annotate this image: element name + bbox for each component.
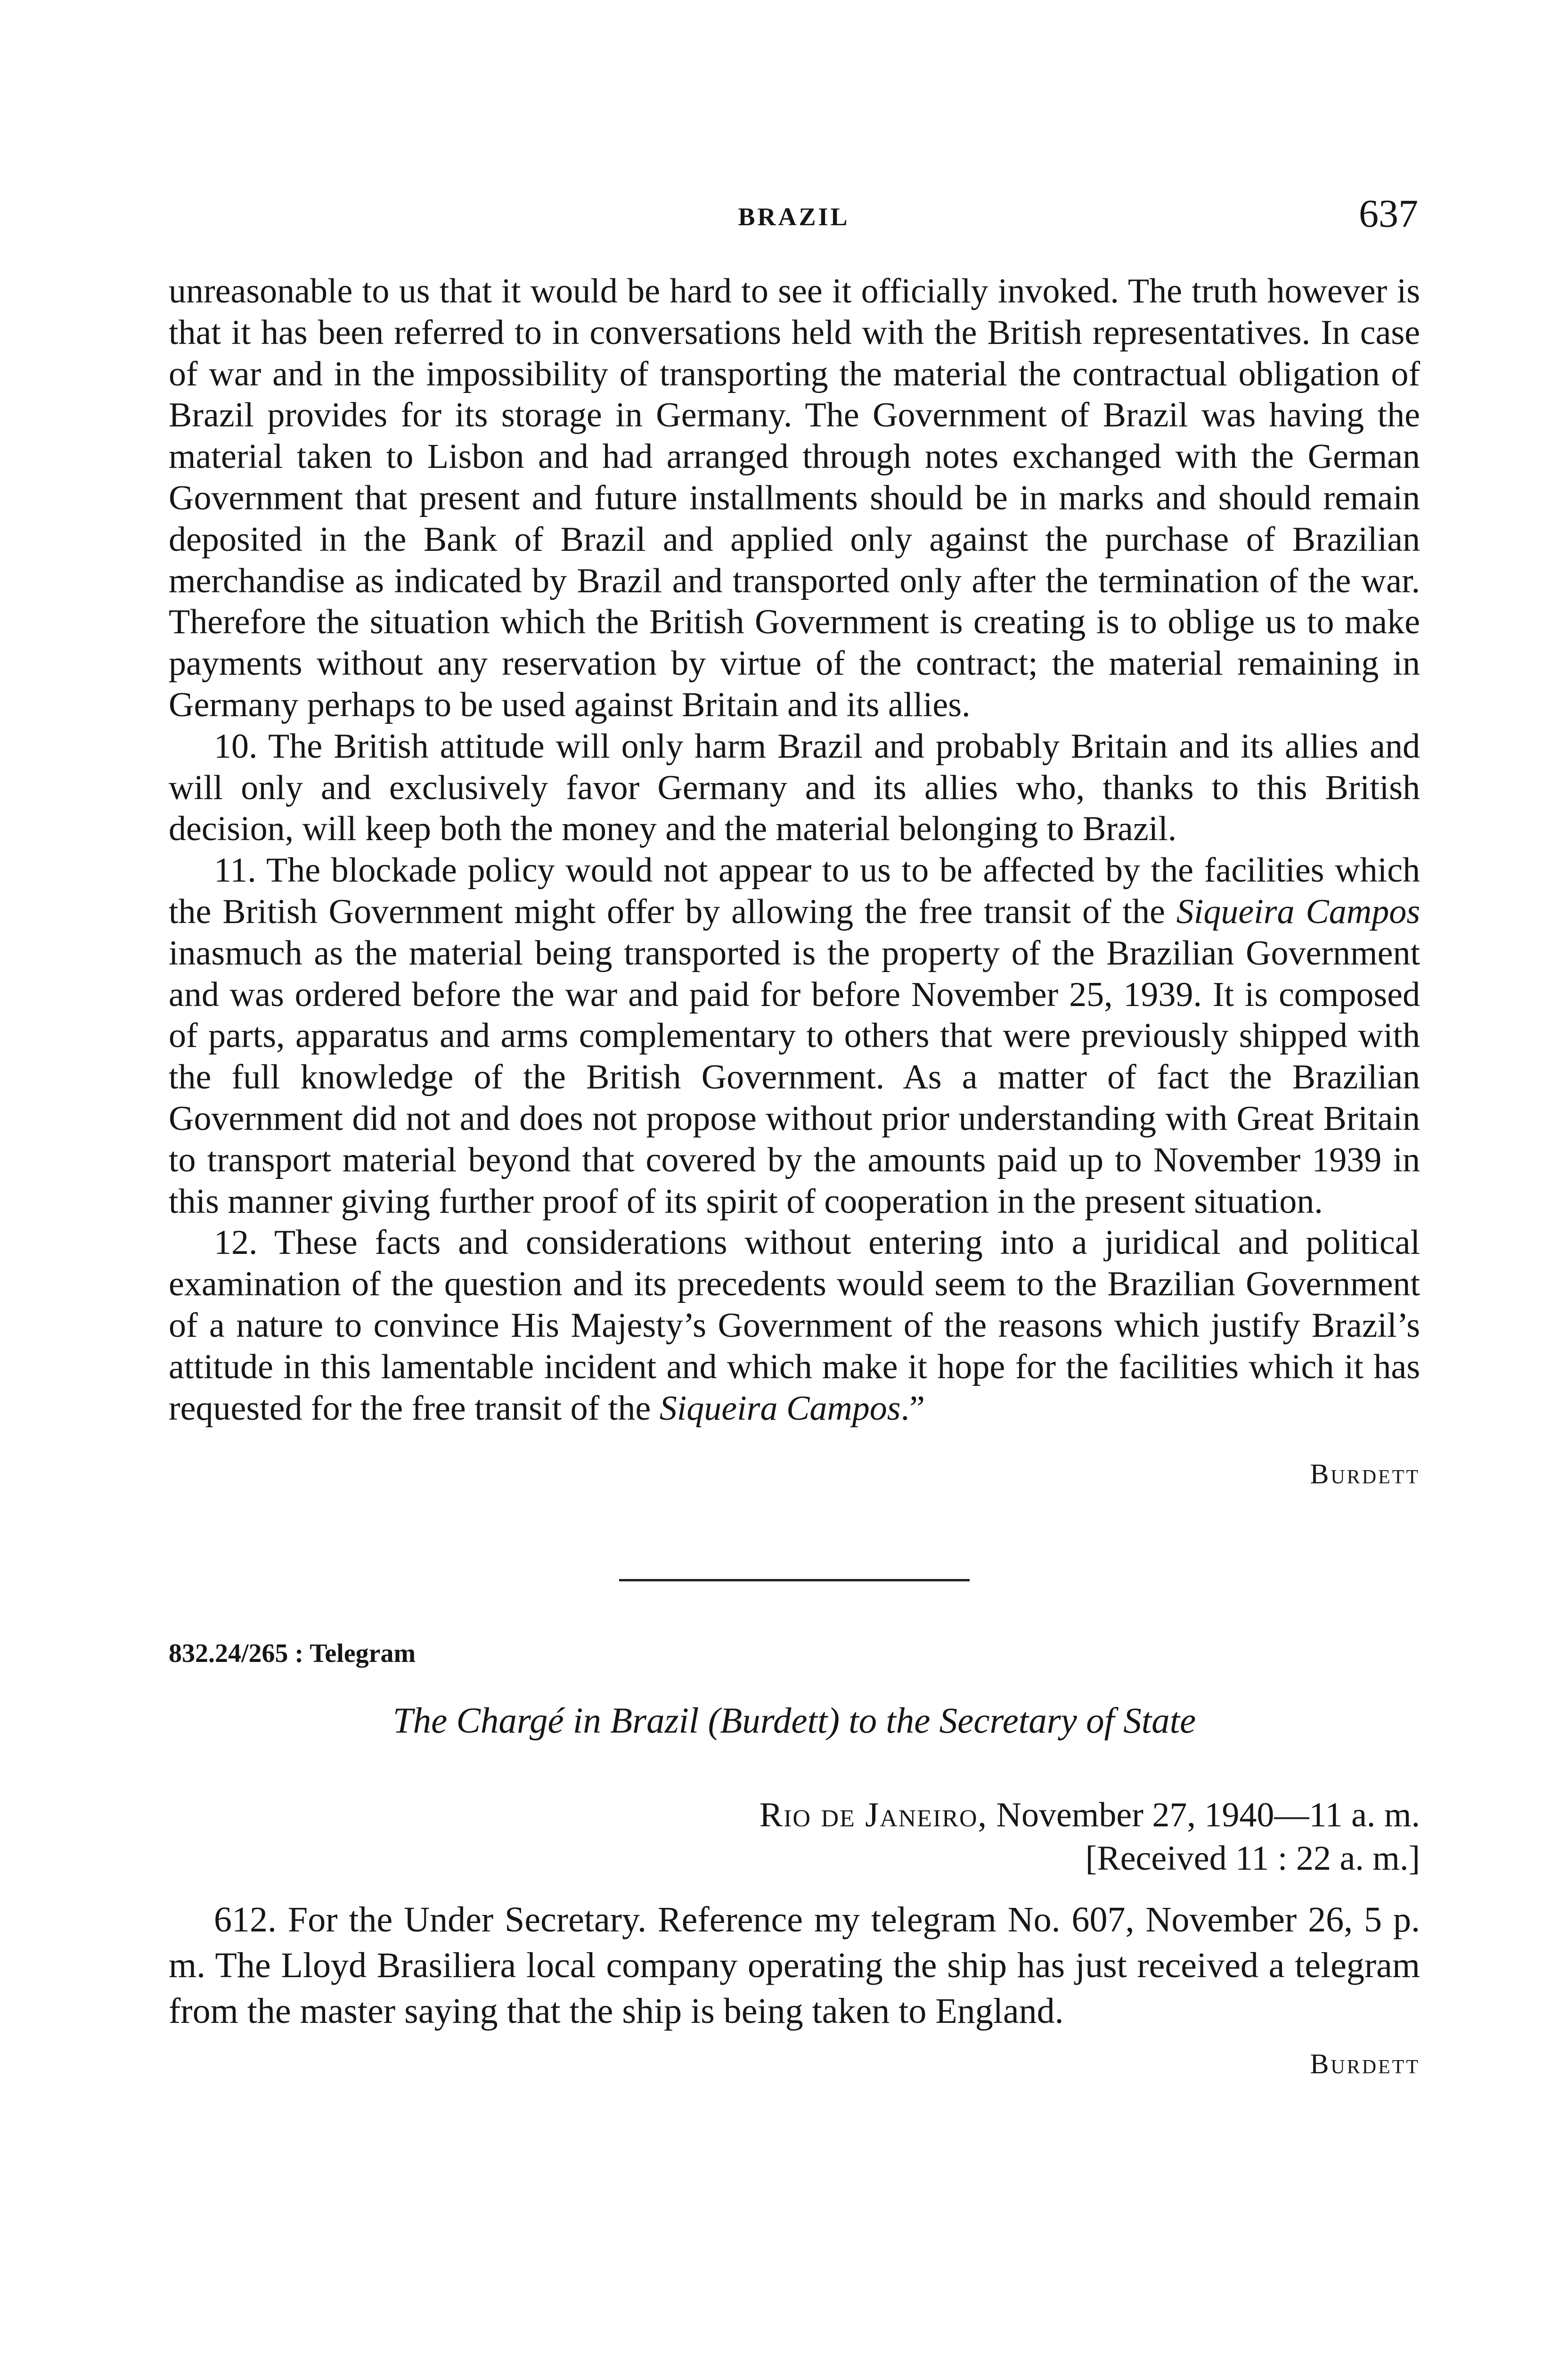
signature: Burdett [1310, 1458, 1420, 1490]
signature: Burdett [1310, 2048, 1420, 2080]
paragraph-11-text-b: inasmuch as the material being transported is the property of the Brazilian Government and was ordered before the war and paid for before November 25, 1939. It is composed of parts, apparatus and arms complementary to others that were previously shipped with the full knowledge of the British Government. As a matter of fact the Brazilian Government did not and does not propose without prior understanding with Great Britain to transport material beyond that covered by the amounts paid up to November 1939 in this manner giving further proof of its spirit of cooperation in the present situation. [169, 933, 1420, 1221]
ship-name: Siqueira Campos [659, 1389, 901, 1428]
section-divider [619, 1579, 970, 1581]
paragraph-11-text-a: 11. The blockade policy would not appear to us to be affected by the facilities which the British Government might offer by allowing the free transit of the [169, 851, 1420, 931]
paragraph-12-text-a: 12. These facts and considerations without entering into a juridical and political examination of the question and its precedents would seem to the Brazilian Government of a nature to convince His Majesty’s Government of the reasons which justify Brazil’s attitude in this lamentable incident and which make it hope for the facilities which it has requested for the free transit of the [169, 1223, 1420, 1428]
page-number: 637 [1359, 192, 1418, 236]
file-reference: 832.24/265 : Telegram [169, 1639, 416, 1669]
dateline-date: November 27, 1940—11 a. m. [988, 1796, 1420, 1835]
paragraph-12-text-b: .” [900, 1389, 925, 1428]
paragraph-continued: unreasonable to us that it would be hard to see it officially invoked. The truth however is that it has been referred to in conversations held with the British representatives. In case of war and in the impossibility of transporting the material the contractual obligation of Brazil provides for its storage in Germany. The Government of Brazil was having the material taken to Lisbon and had arranged through notes exchanged with the German Government that present and future installments should be in marks and should remain deposited in the Bank of Brazil and applied only against the purchase of Brazilian merchandise as indicated by Brazil and transported only after the termination of the war. Therefore the situation which the British Government is creating is to oblige us to make payments without any reservation by virtue of the contract; the material remaining in Germany perhaps to be used against Britain and its allies. [169, 272, 1420, 724]
body-text [169, 271, 1420, 2085]
page-header [170, 191, 1418, 243]
telegram-text: 612. For the Under Secretary. Reference my telegram No. 607, November 26, 5 p. m. The Lloyd Brasiliera local company operating the ship has just received a telegram from the master saying that the ship is being taken to England. [169, 1900, 1420, 2031]
ship-name: Siqueira Campos [1176, 892, 1420, 931]
dateline [169, 1793, 1420, 1837]
dateline-place: Rio de Janeiro, [759, 1796, 988, 1835]
paragraph-12 [169, 1222, 1420, 1429]
document-title: The Chargé in Brazil (Burdett) to the Secretary of State [392, 1700, 1196, 1741]
received-time: [Received 11 : 22 a. m.] [1085, 1839, 1420, 1878]
paragraph-10: 10. The British attitude will only harm Brazil and probably Britain and its allies and will only and exclusively favor Germany and its allies who, thanks to this British decision, will keep both the money and the material belonging to Brazil. [169, 727, 1420, 849]
running-head: BRAZIL [738, 203, 850, 231]
paragraph-11 [169, 850, 1420, 1222]
